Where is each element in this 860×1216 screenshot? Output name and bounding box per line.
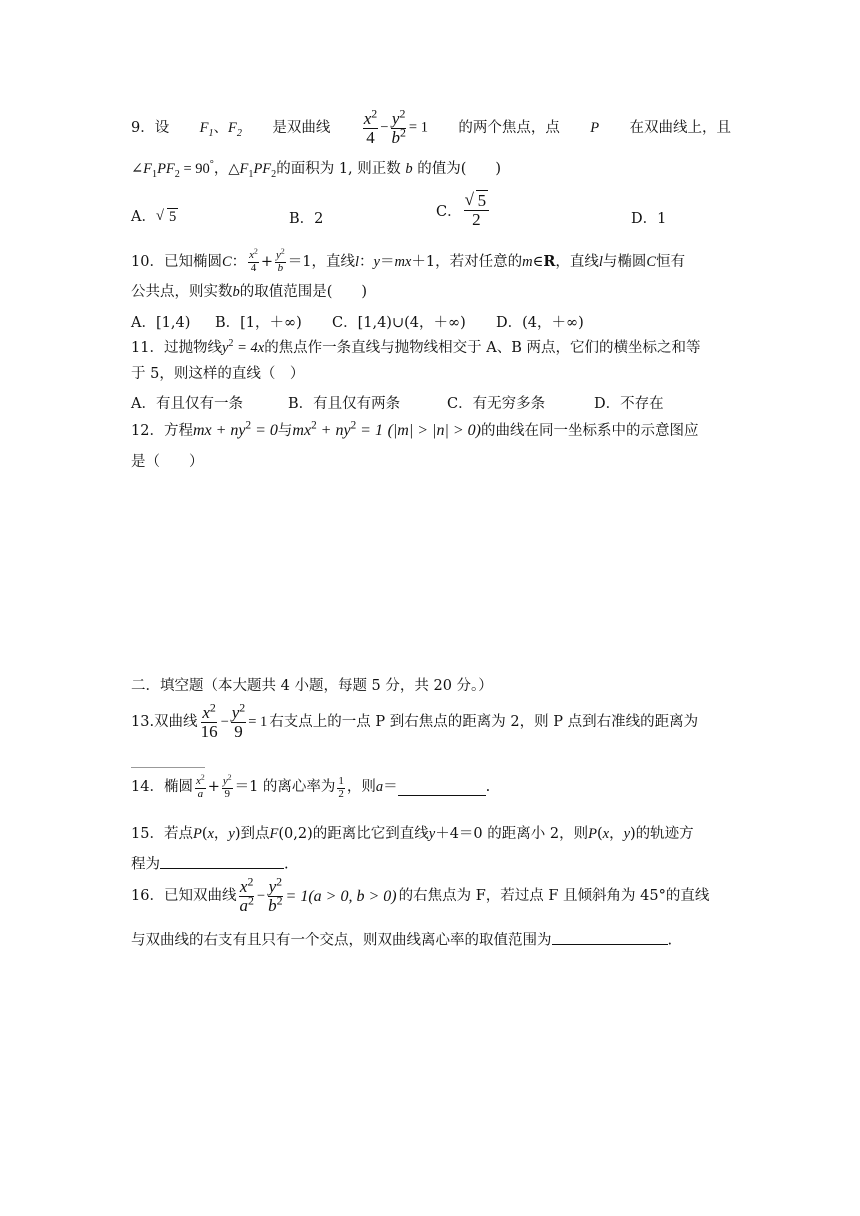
q10-line1: 10．已知椭圆C： $\frac{x^2}{4}$ + $\frac{y^2}{b}$ ＝1，直线l：y＝mx＋1，若对任意的m∈R，直线l与椭圆C恒有 [131, 246, 686, 274]
q11-option-a[interactable]: A．有且仅有一条 [131, 396, 243, 412]
q11-option-b[interactable]: B．有且仅有两条 [288, 396, 401, 412]
section2-title: 二．填空题（本大题共 4 小题，每题 5 分，共 20 分。） [131, 678, 493, 694]
q11-line1: 11．过抛物线$y^2 = 4x$的焦点作一条直线与抛物线相交于 A、B 两点，它们的横坐标之和等 [131, 338, 701, 356]
q9-option-c[interactable]: C． √ $\frac{5}{2}$ [436, 192, 491, 229]
q12-line2: 是（ ） [131, 454, 204, 470]
q9-option-b[interactable]: B．2 [289, 211, 324, 227]
q9-point-p: P [590, 119, 600, 136]
q9-text-mid1: 是双曲线 [272, 119, 331, 136]
q13-line1: 13.双曲线 $\frac{x^2}{16}$ − $\frac{y^2}{9}$ = 1 右支点上的一点 P 到右焦点的距离为 2，则 P 点到右准线的距离为 [131, 700, 699, 741]
q10-option-c[interactable]: C．[1,4)∪(4，＋∞) [332, 315, 466, 331]
q11-option-d[interactable]: D．不存在 [594, 396, 664, 412]
q10-option-a[interactable]: A．[1,4) [131, 315, 191, 331]
q11-option-c[interactable]: C．有无穷多条 [447, 396, 546, 412]
q9-option-d[interactable]: D．1 [631, 211, 667, 227]
q10-line2: 公共点，则实数b的取值范围是( ) [131, 284, 368, 300]
q15-line1: 15．若点P(x，y)到点F(0,2)的距离比它到直线y＋4＝0 的距离小 2，则P(x，y)的轨迹方 [131, 826, 694, 842]
q9-foci: $F_1$、$F_2$ [199, 119, 242, 139]
q16-answer-blank[interactable] [552, 929, 668, 945]
q12-line1: 12．方程mx + $ny^2 = 0$与$mx^2 + ny^2 = 1$ (|m| > |n| > 0)的曲线在同一坐标系中的示意图应 [131, 419, 699, 439]
q10-option-d[interactable]: D．(4，＋∞) [496, 315, 584, 331]
q15-line2: 程为 . [131, 853, 289, 874]
q10-option-b[interactable]: B．[1，＋∞) [215, 315, 302, 331]
q9-option-a[interactable]: A．√ 5 [131, 205, 178, 226]
q9-line1 [131, 106, 731, 147]
q16-line1: 16．已知双曲线 $\frac{x^2}{a^2}$ − $\frac{y^2}{b^2}$ = 1(a > 0, b > 0) 的右焦点为 F，若过点 F 且倾斜角为 45°的直线 [131, 874, 710, 915]
q9-line2: $\angle F_1PF_2 = 90^\circ$，$\triangle F_1PF_2$的面积为 1, 则正数 b 的值为( ) [131, 159, 502, 180]
q14-line1: 14．椭圆 $\frac{x^2}{a}$ + $\frac{y^2}{9}$ ＝1 的离心率为 $\frac{1}{2}$ ，则 a ＝ . [131, 772, 491, 800]
q9-text-mid2: 的两个焦点，点 [458, 119, 560, 136]
q11-line2: 于 5，则这样的直线（ ） [131, 366, 305, 382]
q14-answer-blank[interactable] [398, 780, 486, 796]
q9-equation: $\frac{x^2}{4}$ − $\frac{y^2}{b^2}$ = 1 [363, 106, 428, 147]
q9-number: 9．设 [131, 119, 170, 136]
q16-line2: 与双曲线的右支有且只有一个交点，则双曲线离心率的取值范围为 . [131, 929, 672, 950]
q9-text-mid3: 在双曲线上，且 [629, 119, 731, 136]
q15-answer-blank[interactable] [160, 853, 284, 869]
q13-answer-blank[interactable] [131, 752, 205, 772]
